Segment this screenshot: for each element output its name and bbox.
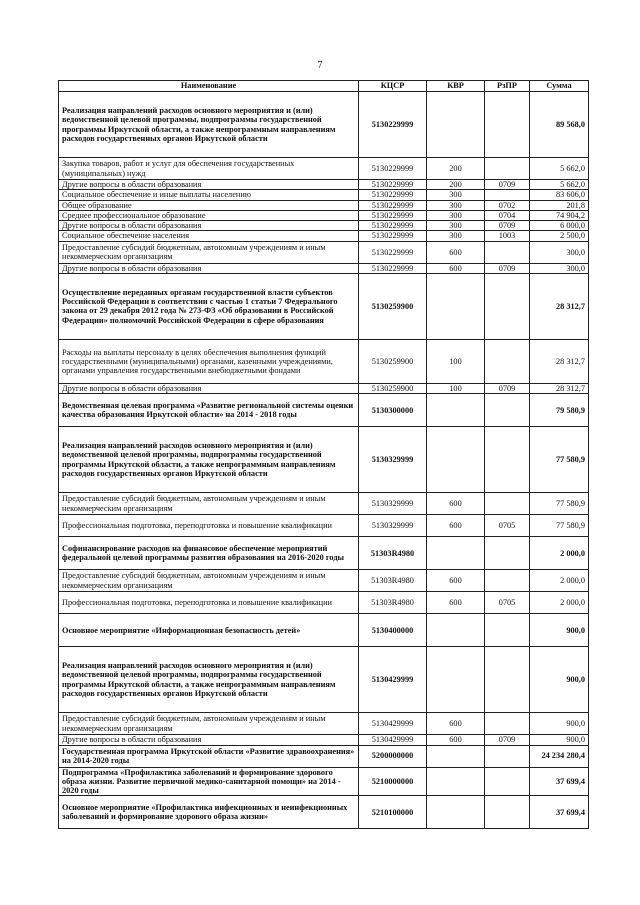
cell-name: Расходы на выплаты персоналу в целях обеспечения выполнения функций государственными (муниципальными) органами, казенными учреждениями, органами управления государственными внебюджетными фондами xyxy=(59,339,359,383)
cell-kvr xyxy=(427,796,485,829)
cell-sum: 300,0 xyxy=(530,241,589,263)
cell-rzpr: 0709 xyxy=(485,263,530,273)
cell-kvr xyxy=(427,92,485,158)
header-sum: Сумма xyxy=(530,81,589,92)
cell-name: Реализация направлений расходов основного мероприятия и (или) ведомственной целевой программы, подпрограммы государственной программы Иркутской области, а также непрограммным направлениям расходов государственных органов Иркутской области xyxy=(59,92,359,158)
cell-sum: 37 699,4 xyxy=(530,796,589,829)
cell-kvr: 300 xyxy=(427,231,485,241)
cell-kcsr: 5130259900 xyxy=(359,339,427,383)
cell-name: Предоставление субсидий бюджетным, автономным учреждениям и иным некоммерческим организациям xyxy=(59,493,359,515)
cell-kcsr: 5130229999 xyxy=(359,180,427,190)
cell-rzpr xyxy=(485,493,530,515)
cell-kcsr: 51303R4980 xyxy=(359,592,427,614)
cell-sum: 5 662,0 xyxy=(530,180,589,190)
table-row xyxy=(59,200,589,210)
cell-kvr: 600 xyxy=(427,493,485,515)
cell-kvr xyxy=(427,537,485,570)
cell-rzpr: 0709 xyxy=(485,735,530,745)
cell-name: Осуществление переданных органам государственной власти субъектов Российской Федерации в соответствии с частью 1 статьи 7 Федерального закона от 29 декабря 2012 года № 273-ФЗ «Об образовании в Российской Федерации» полномочий Российской Федерации в сфере образования xyxy=(59,273,359,339)
cell-sum: 28 312,7 xyxy=(530,273,589,339)
cell-kvr: 600 xyxy=(427,515,485,537)
cell-rzpr: 0705 xyxy=(485,592,530,614)
cell-sum: 201,8 xyxy=(530,200,589,210)
table-row xyxy=(59,221,589,231)
cell-rzpr xyxy=(485,570,530,592)
cell-name: Реализация направлений расходов основного мероприятия и (или) ведомственной целевой программы, подпрограммы государственной программы Иркутской области, а также непрограммным направлениям расходов государственных органов Иркутской области xyxy=(59,647,359,713)
cell-kcsr: 5130259900 xyxy=(359,383,427,393)
cell-sum: 37 699,4 xyxy=(530,767,589,796)
cell-kvr: 600 xyxy=(427,263,485,273)
cell-sum: 300,0 xyxy=(530,263,589,273)
header-kcsr: КЦСР xyxy=(359,81,427,92)
cell-kvr xyxy=(427,767,485,796)
table-row xyxy=(59,767,589,796)
cell-sum: 900,0 xyxy=(530,735,589,745)
table-row xyxy=(59,339,589,383)
cell-rzpr xyxy=(485,537,530,570)
cell-name: Другие вопросы в области образования xyxy=(59,735,359,745)
cell-kcsr: 5130329999 xyxy=(359,427,427,493)
cell-name: Закупка товаров, работ и услуг для обеспечения государственных (муниципальных) нужд xyxy=(59,158,359,180)
cell-kvr: 200 xyxy=(427,158,485,180)
cell-kcsr: 51303R4980 xyxy=(359,570,427,592)
cell-kcsr: 5130329999 xyxy=(359,515,427,537)
cell-rzpr xyxy=(485,158,530,180)
cell-name: Реализация направлений расходов основного мероприятия и (или) ведомственной целевой программы, подпрограммы государственной программы Иркутской области, а также непрограммным направлениям расходов государственных органов Иркутской области xyxy=(59,427,359,493)
table-row xyxy=(59,713,589,735)
cell-kcsr: 5130229999 xyxy=(359,190,427,200)
cell-rzpr xyxy=(485,427,530,493)
cell-sum: 77 580,9 xyxy=(530,493,589,515)
table-header-row xyxy=(59,81,589,92)
cell-kcsr: 5130229999 xyxy=(359,241,427,263)
cell-name: Другие вопросы в области образования xyxy=(59,180,359,190)
table-body xyxy=(59,92,589,829)
cell-kvr: 600 xyxy=(427,241,485,263)
table-row xyxy=(59,180,589,190)
cell-name: Социальное обеспечение и иные выплаты населению xyxy=(59,190,359,200)
cell-kcsr: 5130229999 xyxy=(359,221,427,231)
cell-name: Профессиональная подготовка, переподготовка и повышение квалификации xyxy=(59,592,359,614)
cell-name: Софинансирование расходов на финансовое обеспечение мероприятий федеральной целевой программы развития образования на 2016-2020 годы xyxy=(59,537,359,570)
table-row xyxy=(59,383,589,393)
cell-rzpr xyxy=(485,273,530,339)
cell-kcsr: 5130229999 xyxy=(359,210,427,220)
cell-name: Основное мероприятие «Профилактика инфекционных и неинфекционных заболеваний и формирование здорового образа жизни» xyxy=(59,796,359,829)
cell-kcsr: 5130429999 xyxy=(359,713,427,735)
cell-name: Подпрограмма «Профилактика заболеваний и формирование здорового образа жизни. Развитие первичной медико-санитарной помощи» на 2014 - 2020 годы xyxy=(59,767,359,796)
cell-kcsr: 5210000000 xyxy=(359,767,427,796)
page-number: 7 xyxy=(317,60,323,71)
cell-sum: 74 904,2 xyxy=(530,210,589,220)
table-row xyxy=(59,427,589,493)
table-row xyxy=(59,190,589,200)
table-row xyxy=(59,592,589,614)
cell-name: Общее образование xyxy=(59,200,359,210)
cell-sum: 83 606,0 xyxy=(530,190,589,200)
cell-rzpr: 1003 xyxy=(485,231,530,241)
cell-kcsr: 5130229999 xyxy=(359,263,427,273)
cell-kvr xyxy=(427,427,485,493)
budget-table xyxy=(58,80,589,829)
cell-rzpr: 0709 xyxy=(485,180,530,190)
table-row xyxy=(59,537,589,570)
cell-sum: 77 580,9 xyxy=(530,427,589,493)
table-row xyxy=(59,570,589,592)
cell-sum: 900,0 xyxy=(530,614,589,647)
table-row xyxy=(59,515,589,537)
cell-rzpr xyxy=(485,614,530,647)
cell-name: Другие вопросы в области образования xyxy=(59,221,359,231)
cell-name: Социальное обеспечение населения xyxy=(59,231,359,241)
cell-kcsr: 5130229999 xyxy=(359,92,427,158)
cell-kcsr: 5130429999 xyxy=(359,647,427,713)
cell-kcsr: 5200000000 xyxy=(359,745,427,767)
cell-kvr: 300 xyxy=(427,210,485,220)
cell-kvr: 100 xyxy=(427,339,485,383)
cell-kvr: 600 xyxy=(427,713,485,735)
cell-rzpr xyxy=(485,190,530,200)
cell-kvr: 200 xyxy=(427,180,485,190)
cell-kvr xyxy=(427,745,485,767)
cell-name: Ведомственная целевая программа «Развитие региональной системы оценки качества образования Иркутской области» на 2014 - 2018 годы xyxy=(59,394,359,427)
cell-sum: 77 580,9 xyxy=(530,515,589,537)
cell-name: Профессиональная подготовка, переподготовка и повышение квалификации xyxy=(59,515,359,537)
cell-kvr: 300 xyxy=(427,221,485,231)
cell-rzpr xyxy=(485,767,530,796)
cell-name: Основное мероприятие «Информационная безопасность детей» xyxy=(59,614,359,647)
cell-rzpr xyxy=(485,92,530,158)
cell-sum: 2 000,0 xyxy=(530,537,589,570)
table-row xyxy=(59,158,589,180)
cell-sum: 79 580,9 xyxy=(530,394,589,427)
cell-name: Среднее профессиональное образование xyxy=(59,210,359,220)
cell-kcsr: 5130300000 xyxy=(359,394,427,427)
header-kvr: КВР xyxy=(427,81,485,92)
cell-rzpr xyxy=(485,745,530,767)
cell-sum: 2 000,0 xyxy=(530,592,589,614)
cell-kvr: 600 xyxy=(427,735,485,745)
cell-rzpr: 0709 xyxy=(485,383,530,393)
cell-rzpr: 0704 xyxy=(485,210,530,220)
table-row xyxy=(59,263,589,273)
cell-sum: 2 500,0 xyxy=(530,231,589,241)
cell-rzpr xyxy=(485,339,530,383)
cell-kcsr: 5130229999 xyxy=(359,200,427,210)
cell-kcsr: 5130229999 xyxy=(359,158,427,180)
cell-kcsr: 5130259900 xyxy=(359,273,427,339)
cell-kvr xyxy=(427,273,485,339)
table-row xyxy=(59,92,589,158)
table-row xyxy=(59,735,589,745)
cell-sum: 28 312,7 xyxy=(530,339,589,383)
table-row xyxy=(59,796,589,829)
cell-kvr xyxy=(427,394,485,427)
cell-kcsr: 5130400000 xyxy=(359,614,427,647)
table-row xyxy=(59,273,589,339)
cell-name: Предоставление субсидий бюджетным, автономным учреждениям и иным некоммерческим организациям xyxy=(59,570,359,592)
cell-kvr: 600 xyxy=(427,570,485,592)
cell-kvr xyxy=(427,647,485,713)
cell-kcsr: 51303R4980 xyxy=(359,537,427,570)
header-rzpr: РзПР xyxy=(485,81,530,92)
cell-sum: 89 568,0 xyxy=(530,92,589,158)
cell-sum: 900,0 xyxy=(530,713,589,735)
cell-kvr: 100 xyxy=(427,383,485,393)
table-row xyxy=(59,231,589,241)
cell-kcsr: 5130429999 xyxy=(359,735,427,745)
cell-name: Предоставление субсидий бюджетным, автономным учреждениям и иным некоммерческим организациям xyxy=(59,713,359,735)
cell-kvr xyxy=(427,614,485,647)
cell-rzpr xyxy=(485,713,530,735)
cell-kvr: 300 xyxy=(427,190,485,200)
table-row xyxy=(59,210,589,220)
cell-name: Государственная программа Иркутской области «Развитие здравоохранения» на 2014-2020 годы xyxy=(59,745,359,767)
cell-kvr: 600 xyxy=(427,592,485,614)
table-row xyxy=(59,394,589,427)
cell-rzpr: 0705 xyxy=(485,515,530,537)
cell-kcsr: 5210100000 xyxy=(359,796,427,829)
cell-sum: 24 234 280,4 xyxy=(530,745,589,767)
cell-sum: 900,0 xyxy=(530,647,589,713)
cell-name: Другие вопросы в области образования xyxy=(59,263,359,273)
cell-rzpr: 0702 xyxy=(485,200,530,210)
cell-kcsr: 5130329999 xyxy=(359,493,427,515)
table-row xyxy=(59,241,589,263)
cell-rzpr xyxy=(485,241,530,263)
cell-rzpr xyxy=(485,647,530,713)
cell-name: Предоставление субсидий бюджетным, автономным учреждениям и иным некоммерческим организациям xyxy=(59,241,359,263)
cell-name: Другие вопросы в области образования xyxy=(59,383,359,393)
cell-sum: 2 000,0 xyxy=(530,570,589,592)
cell-sum: 28 312,7 xyxy=(530,383,589,393)
cell-kcsr: 5130229999 xyxy=(359,231,427,241)
cell-sum: 5 662,0 xyxy=(530,158,589,180)
cell-kvr: 300 xyxy=(427,200,485,210)
cell-rzpr xyxy=(485,796,530,829)
cell-rzpr: 0709 xyxy=(485,221,530,231)
table-row xyxy=(59,745,589,767)
cell-rzpr xyxy=(485,394,530,427)
header-name: Наименование xyxy=(59,81,359,92)
cell-sum: 6 000,0 xyxy=(530,221,589,231)
table-row xyxy=(59,493,589,515)
table-row xyxy=(59,614,589,647)
table-row xyxy=(59,647,589,713)
